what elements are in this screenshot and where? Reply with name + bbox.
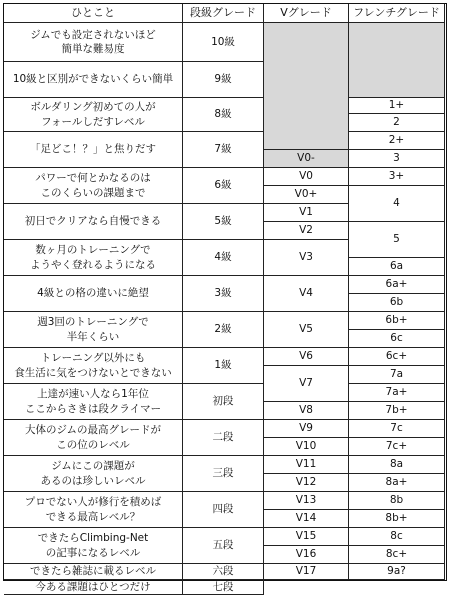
v-grade-cell: V0 [264, 168, 349, 186]
hitokoto-cell: パワーで何とかなるのは このくらいの課題まで [4, 168, 183, 204]
v-grade-cell: V12 [264, 474, 349, 492]
french-grade-cell: 5 [349, 222, 445, 258]
v-grade-cell: V0- [264, 150, 349, 168]
v-grade-cell: V11 [264, 456, 349, 474]
french-grade-cell: 7b+ [349, 402, 445, 420]
french-grade-cell: 3+ [349, 168, 445, 186]
v-grade-cell: V1 [264, 204, 349, 222]
dankyu-cell: 1級 [183, 348, 264, 384]
french-grade-cell: 6c+ [349, 348, 445, 366]
hitokoto-cell: 初日でクリアなら自慢できる [4, 204, 183, 240]
v-grade-cell: V17 [264, 564, 349, 580]
hitokoto-cell: 10級と区別ができないくらい簡単 [4, 62, 183, 98]
french-grade-cell: 2+ [349, 132, 445, 150]
header-v-grade: Vグレード [264, 4, 349, 23]
dankyu-cell: 四段 [183, 492, 264, 528]
dankyu-cell: 二段 [183, 420, 264, 456]
hitokoto-cell: トレーニング以外にも 食生活に気をつけないとできない [4, 348, 183, 384]
header-hitokoto: ひとこと [4, 4, 183, 23]
header-dankyu: 段級グレード [183, 4, 264, 23]
v-grade-empty [264, 23, 349, 150]
hitokoto-cell: 「足どこ！？」と焦りだす [4, 132, 183, 168]
french-grade-cell: 1+ [349, 98, 445, 114]
hitokoto-cell: ジムでも設定されないほど 簡単な難易度 [4, 23, 183, 62]
hitokoto-cell: 数ヶ月のトレーニングで ようやく登れるようになる [4, 240, 183, 276]
french-grade-cell: 6c [349, 330, 445, 348]
hitokoto-cell: プロでない人が修行を積めば できる最高レベル？ [4, 492, 183, 528]
french-grade-empty [349, 23, 445, 98]
french-grade-cell: 8b+ [349, 510, 445, 528]
french-grade-cell: 7c+ [349, 438, 445, 456]
hitokoto-cell: できたらClimbing-Net の記事になるレベル [4, 528, 183, 564]
french-grade-cell: 2 [349, 114, 445, 132]
dankyu-cell: 7級 [183, 132, 264, 168]
hitokoto-cell: 4級との格の違いに絶望 [4, 276, 183, 312]
v-grade-cell: V2 [264, 222, 349, 240]
v-grade-cell: V13 [264, 492, 349, 510]
v-grade-cell: V10 [264, 438, 349, 456]
french-grade-cell: 6a [349, 258, 445, 276]
french-grade-cell: 6b+ [349, 312, 445, 330]
french-grade-cell: 8c+ [349, 546, 445, 564]
v-grade-cell: V8 [264, 402, 349, 420]
dankyu-cell: 初段 [183, 384, 264, 420]
v-grade-cell: V14 [264, 510, 349, 528]
dankyu-cell: 五段 [183, 528, 264, 564]
french-grade-cell: 3 [349, 150, 445, 168]
dankyu-cell: 4級 [183, 240, 264, 276]
v-grade-cell: V7 [264, 366, 349, 402]
french-grade-cell: 7c [349, 420, 445, 438]
french-grade-cell: 8a+ [349, 474, 445, 492]
header-french-grade: フレンチグレード [349, 4, 445, 23]
french-grade-cell: 6b [349, 294, 445, 312]
v-grade-cell: V9 [264, 420, 349, 438]
dankyu-cell: 三段 [183, 456, 264, 492]
french-grade-cell: 7a [349, 366, 445, 384]
hitokoto-cell: 大体のジムの最高グレードが この位のレベル [4, 420, 183, 456]
grade-comparison-table [3, 3, 447, 593]
v-grade-cell: V0+ [264, 186, 349, 204]
dankyu-cell: 9級 [183, 62, 264, 98]
french-grade-cell: 9a? [349, 564, 445, 580]
hitokoto-cell: ジムにこの課題が あるのは珍しいレベル [4, 456, 183, 492]
hitokoto-cell: できたら雑誌に載るレベル [4, 564, 183, 580]
v-grade-cell: V15 [264, 528, 349, 546]
v-grade-cell: V5 [264, 312, 349, 348]
french-grade-cell: 6a+ [349, 276, 445, 294]
dankyu-cell: 六段 [183, 564, 264, 580]
french-grade-cell: 4 [349, 186, 445, 222]
dankyu-cell: 6級 [183, 168, 264, 204]
v-grade-cell: V4 [264, 276, 349, 312]
v-grade-cell: V16 [264, 546, 349, 564]
dankyu-cell: 8級 [183, 98, 264, 132]
french-grade-cell: 8c [349, 528, 445, 546]
french-grade-cell: 7a+ [349, 384, 445, 402]
dankyu-cell: 5級 [183, 204, 264, 240]
french-grade-cell: 8b [349, 492, 445, 510]
dankyu-cell: 3級 [183, 276, 264, 312]
v-grade-cell: V3 [264, 240, 349, 276]
v-grade-cell: V6 [264, 348, 349, 366]
dankyu-cell: 2級 [183, 312, 264, 348]
hitokoto-cell: 今ある課題はひとつだけ [4, 580, 183, 595]
french-grade-cell: 8a [349, 456, 445, 474]
dankyu-cell: 七段 [183, 580, 264, 595]
hitokoto-cell: 上達が速い人なら1年位 ここからさきは段クライマー [4, 384, 183, 420]
hitokoto-cell: ボルダリング初めての人が フォールしだすレベル [4, 98, 183, 132]
dankyu-cell: 10級 [183, 23, 264, 62]
hitokoto-cell: 週3回のトレーニングで 半年くらい [4, 312, 183, 348]
